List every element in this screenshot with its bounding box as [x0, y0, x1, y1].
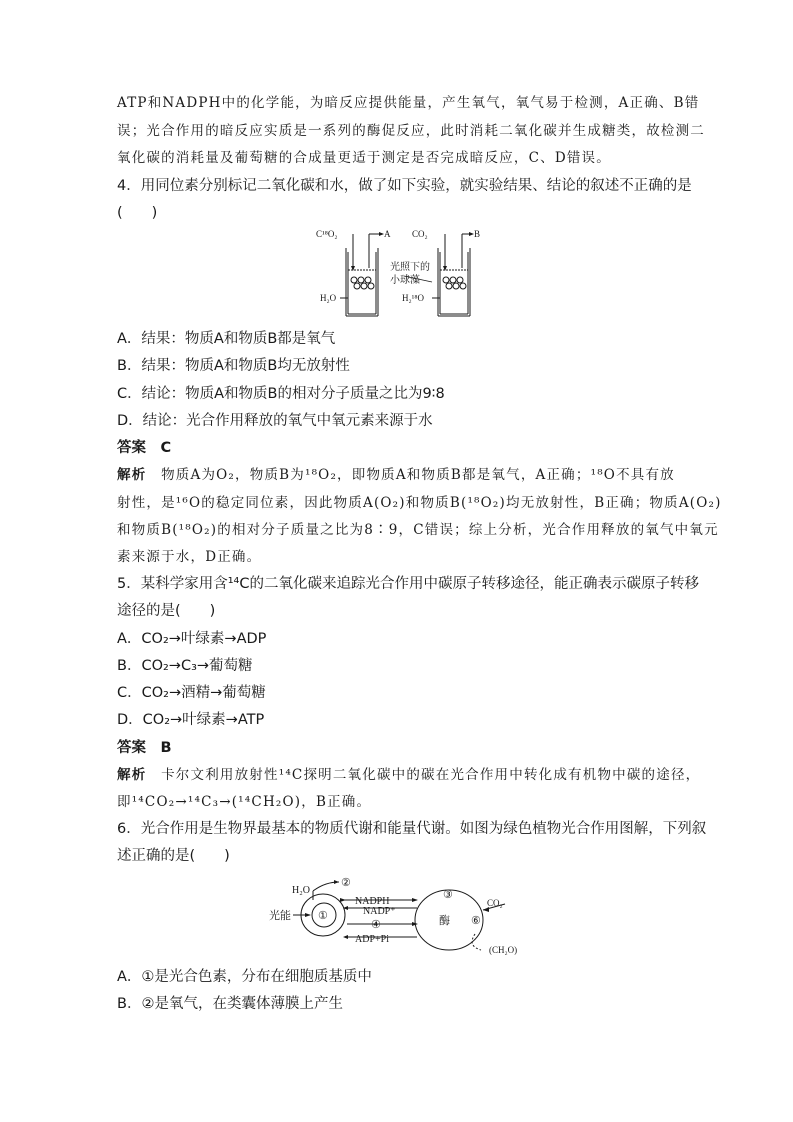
q4-option-d: D．结论：光合作用释放的氧气中氧元素来源于水: [117, 413, 433, 429]
intro-line-1: ATP和NADPH中的化学能，为暗反应提供能量，产生氧气，氧气易于检测，A正确、B错: [117, 95, 700, 111]
q4-stem-line-1: 4．用同位素分别标记二氧化碳和水，做了如下实验，就实验结果、结论的叙述不正确的是: [117, 178, 692, 194]
ch2o-label: (CH₂O): [489, 945, 518, 955]
adp-pi-label: ADP+Pi: [355, 934, 389, 945]
q5-option-d: D．CO₂→叶绿素→ATP: [117, 712, 265, 728]
algae-label-line-1: 光照下的: [390, 262, 430, 273]
q5-explanation-line-1: 解析 卡尔文利用放射性¹⁴C探明二氧化碳中的碳在光合作用中转化成有机物中碳的途径，: [117, 767, 701, 783]
intro-line-2: 误；光合作用的暗反应实质是一系列的酶促反应，此时消耗二氧化碳并生成糖类，故检测二: [117, 123, 705, 139]
intro-line-3: 氧化碳的消耗量及葡萄糖的合成量更适于测定是否完成暗反应，C、D错误。: [117, 150, 611, 166]
left-gas-label: C¹⁸O₂: [316, 229, 338, 239]
q6-option-a: A．①是光合色素，分布在细胞质基质中: [117, 969, 372, 985]
q4-option-c: C．结论：物质A和物质B的相对分子质量之比为9∶8: [117, 386, 445, 402]
right-gas-label: CO₂: [412, 229, 428, 239]
q5-option-c: C．CO₂→酒精→葡萄糖: [117, 685, 266, 701]
answer-label: 答案: [117, 740, 146, 756]
left-output-label: A: [384, 229, 391, 239]
nadph-label: NADPH: [355, 896, 390, 907]
q4-option-b: B．结果：物质A和物质B均无放射性: [117, 358, 350, 374]
q4-option-a: A．结果：物质A和物质B都是氧气: [117, 331, 336, 347]
q6-photosynthesis-figure: [267, 872, 537, 960]
marker-4: ④: [371, 919, 381, 931]
marker-1: ①: [318, 910, 328, 922]
marker-6: ⑥: [471, 915, 481, 927]
q6-stem-line-2: 述正确的是( ): [117, 848, 230, 864]
light-energy-label: 光能: [269, 910, 291, 922]
h2o-label: H₂O: [292, 885, 310, 896]
q4-stem-line-2: ( ): [117, 205, 158, 221]
right-beaker: [432, 234, 470, 316]
marker-2: ②: [341, 877, 351, 889]
explanation-label: 解析: [117, 467, 147, 483]
marker-3: ③: [443, 889, 453, 901]
q4-answer: [117, 438, 171, 458]
answer-value: B: [160, 740, 172, 756]
explanation-label: 解析: [117, 767, 147, 783]
q4-explanation-line-1: 解析 物质A为O₂，物质B为¹⁸O₂，即物质A和物质B都是氧气，A正确；¹⁸O不具有放: [117, 467, 675, 483]
right-output-label: B: [474, 229, 481, 239]
q5-stem-line-2: 途径的是( ): [117, 603, 216, 619]
left-beaker: [340, 234, 380, 316]
left-water-label: H₂O: [320, 293, 337, 303]
q5-stem-line-1: 5．某科学家用含¹⁴C的二氧化碳来追踪光合作用中碳原子转移途径，能正确表示碳原子转移: [117, 576, 699, 592]
q6-stem-line-1: 6．光合作用是生物界最基本的物质代谢和能量代谢。如图为绿色植物光合作用图解，下列叙: [117, 821, 707, 837]
right-water-label: H₂¹⁸O: [402, 293, 424, 303]
answer-label: 答案: [117, 440, 146, 456]
q6-option-b: B．②是氧气，在类囊体薄膜上产生: [117, 996, 343, 1012]
q5-answer: [117, 738, 172, 758]
q5-option-b: B．CO₂→C₃→葡萄糖: [117, 658, 253, 674]
q5-explanation-line-2: 即¹⁴CO₂→¹⁴C₃→(¹⁴CH₂O)，B正确。: [117, 794, 372, 810]
q4-explanation-line-3: 和物质B(¹⁸O₂)的相对分子质量之比为8∶9，C错误；综上分析，光合作用释放的氧气中氧元: [117, 522, 719, 538]
answer-value: C: [160, 440, 172, 456]
q4-explanation-line-4: 素来源于水，D正确。: [117, 549, 262, 565]
nadp-label: NADP⁺: [363, 906, 396, 917]
q4-explanation-line-2: 射性，是¹⁶O的稳定同位素，因此物质A(O₂)和物质B(¹⁸O₂)均无放射性，B正确；物质A(O₂): [117, 495, 722, 511]
q4-experiment-figure: [312, 224, 492, 322]
enzyme-label: 酶: [439, 915, 450, 927]
algae-label-line-2: 小球藻: [390, 275, 420, 286]
co2-label: CO₂: [487, 898, 503, 908]
q5-option-a: A．CO₂→叶绿素→ADP: [117, 631, 267, 647]
